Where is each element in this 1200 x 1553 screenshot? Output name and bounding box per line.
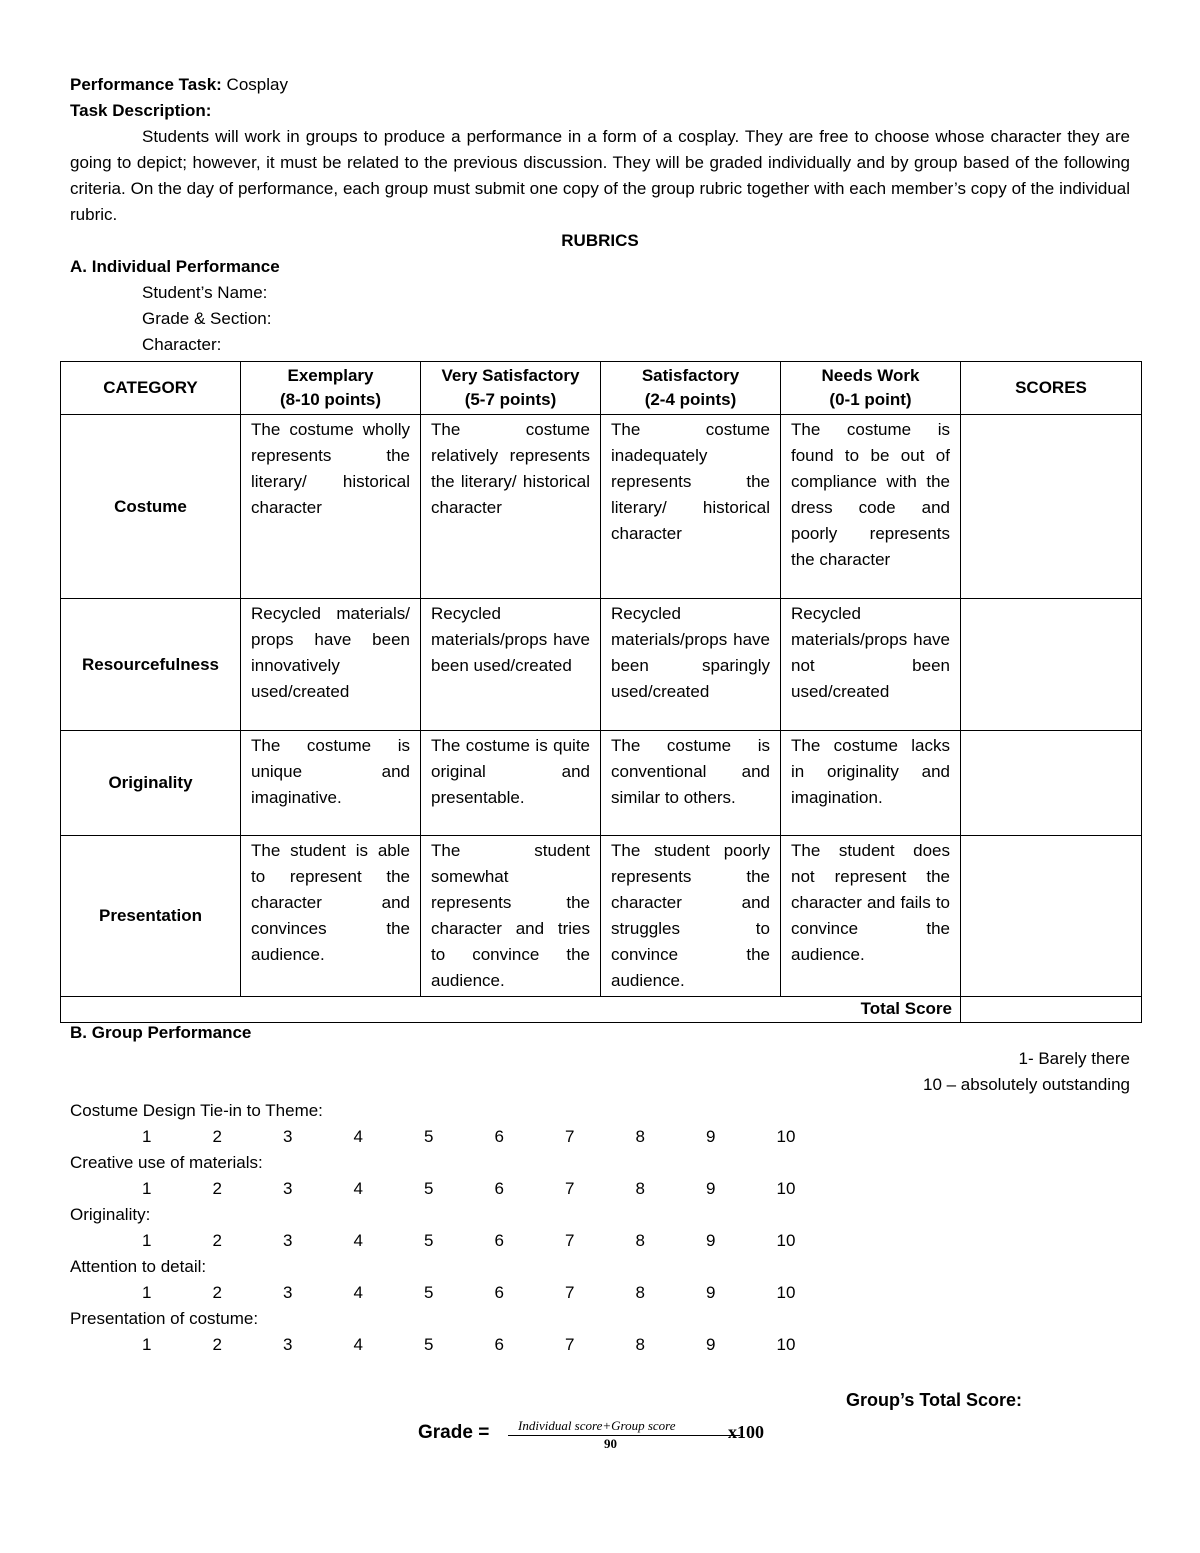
- scale-option[interactable]: 2: [212, 1231, 222, 1250]
- formula-denominator: 90: [604, 1436, 617, 1451]
- scale-option[interactable]: 10: [776, 1231, 796, 1250]
- scale-option[interactable]: 9: [706, 1283, 716, 1302]
- scale-option[interactable]: 4: [353, 1179, 363, 1198]
- scale-option[interactable]: 5: [424, 1127, 434, 1146]
- scale-row-creative-materials[interactable]: [70, 1176, 1130, 1202]
- category-presentation: Presentation: [61, 836, 241, 997]
- scale-option[interactable]: 9: [706, 1179, 716, 1198]
- col-exemplary: Exemplary (8-10 points): [241, 362, 421, 415]
- task-value: Cosplay: [221, 75, 288, 94]
- task-label: Performance Task:: [70, 75, 222, 94]
- table-row-resourcefulness: [61, 599, 1142, 731]
- scale-option[interactable]: 4: [353, 1231, 363, 1250]
- scale-option[interactable]: 7: [565, 1179, 575, 1198]
- student-name-field: Student’s Name:: [142, 283, 268, 302]
- col-very-satisfactory: Very Satisfactory (5-7 points): [421, 362, 601, 415]
- total-score-value[interactable]: [961, 997, 1142, 1023]
- task-description-label: Task Description:: [70, 101, 212, 120]
- scale-option[interactable]: 2: [212, 1283, 222, 1302]
- cell-resourcefulness-very-satisfactory: Recycled materials/props have been used/created: [421, 599, 601, 731]
- header-section: [70, 72, 1130, 358]
- scale-option[interactable]: 5: [424, 1335, 434, 1354]
- task-title-line: [70, 72, 1130, 98]
- character-field: Character:: [142, 335, 222, 354]
- scale-option[interactable]: 5: [424, 1231, 434, 1250]
- scale-option[interactable]: 1: [142, 1179, 152, 1198]
- task-description: Students will work in groups to produce a performance in a form of a cosplay. They are free to choose whose character they are going to depict; however, it must be related to the previous discussion. They will be graded individually and by group based of the following criteria. On the day of performance, each group must submit one copy of the group rubric together with each member’s copy of the individual rubric.: [70, 127, 1130, 224]
- scale-option[interactable]: 7: [565, 1231, 575, 1250]
- group-heading: B. Group Performance: [70, 1023, 252, 1042]
- cell-costume-satisfactory: The costume inadequately represents the literary/ historical character: [601, 415, 781, 599]
- scale-option[interactable]: 4: [353, 1127, 363, 1146]
- criterion-costume-design: Costume Design Tie-in to Theme:: [70, 1101, 323, 1120]
- scale-option[interactable]: 6: [494, 1335, 504, 1354]
- scale-option[interactable]: 10: [776, 1283, 796, 1302]
- score-originality[interactable]: [961, 731, 1142, 836]
- scale-row-attention-detail[interactable]: [70, 1280, 1130, 1306]
- formula-multiplier: x100: [728, 1422, 764, 1442]
- scale-option[interactable]: 2: [212, 1335, 222, 1354]
- scale-option[interactable]: 3: [283, 1283, 293, 1302]
- col-needs-work: Needs Work (0-1 point): [781, 362, 961, 415]
- cell-presentation-very-satisfactory: The student somewhat represents the character and tries to convince the audience.: [421, 836, 601, 997]
- scale-option[interactable]: 3: [283, 1335, 293, 1354]
- scale-option[interactable]: 8: [635, 1127, 645, 1146]
- scale-option[interactable]: 1: [142, 1283, 152, 1302]
- scale-option[interactable]: 9: [706, 1231, 716, 1250]
- scale-option[interactable]: 6: [494, 1127, 504, 1146]
- scale-option[interactable]: 5: [424, 1283, 434, 1302]
- scale-low-label: 1- Barely there: [1018, 1049, 1130, 1068]
- score-costume[interactable]: [961, 415, 1142, 599]
- group-section: [70, 1020, 1130, 1358]
- cell-originality-needs-work: The costume lacks in originality and imagination.: [781, 731, 961, 836]
- grade-section-field: Grade & Section:: [142, 309, 272, 328]
- scale-row-presentation[interactable]: [70, 1332, 1130, 1358]
- table-row-presentation: [61, 836, 1142, 997]
- col-category: CATEGORY: [61, 362, 241, 415]
- rubrics-title: RUBRICS: [561, 231, 639, 250]
- score-presentation[interactable]: [961, 836, 1142, 997]
- cell-costume-very-satisfactory: The costume relatively represents the literary/ historical character: [421, 415, 601, 599]
- total-score-label: Total Score: [61, 997, 961, 1023]
- category-costume: Costume: [61, 415, 241, 599]
- cell-resourcefulness-satisfactory: Recycled materials/props have been sparingly used/created: [601, 599, 781, 731]
- fraction-bar: [508, 1435, 740, 1436]
- scale-option[interactable]: 7: [565, 1283, 575, 1302]
- scale-option[interactable]: 10: [776, 1179, 796, 1198]
- scale-option[interactable]: 8: [635, 1231, 645, 1250]
- rubric-header-row: [61, 362, 1142, 415]
- table-row-costume: [61, 415, 1142, 599]
- table-row-originality: [61, 731, 1142, 836]
- scale-option[interactable]: 6: [494, 1179, 504, 1198]
- scale-option[interactable]: 3: [283, 1231, 293, 1250]
- scale-option[interactable]: 10: [776, 1127, 796, 1146]
- cell-resourcefulness-exemplary: Recycled materials/ props have been innovatively used/created: [241, 599, 421, 731]
- scale-option[interactable]: 1: [142, 1127, 152, 1146]
- scale-row-originality[interactable]: [70, 1228, 1130, 1254]
- criterion-originality: Originality:: [70, 1205, 151, 1224]
- scale-option[interactable]: 9: [706, 1127, 716, 1146]
- scale-option[interactable]: 10: [776, 1335, 796, 1354]
- cell-originality-very-satisfactory: The costume is quite original and presentable.: [421, 731, 601, 836]
- criterion-presentation: Presentation of costume:: [70, 1309, 259, 1328]
- scale-option[interactable]: 8: [635, 1335, 645, 1354]
- scale-high-label: 10 – absolutely outstanding: [923, 1075, 1130, 1094]
- group-total-score-label: Group’s Total Score:: [846, 1390, 1023, 1410]
- scale-option[interactable]: 2: [212, 1127, 222, 1146]
- cell-resourcefulness-needs-work: Recycled materials/props have not been used/created: [781, 599, 961, 731]
- scale-option[interactable]: 1: [142, 1231, 152, 1250]
- grade-label: Grade =: [418, 1422, 490, 1443]
- scale-option[interactable]: 9: [706, 1335, 716, 1354]
- scale-option[interactable]: 2: [212, 1179, 222, 1198]
- scale-option[interactable]: 6: [494, 1283, 504, 1302]
- col-satisfactory: Satisfactory (2-4 points): [601, 362, 781, 415]
- scale-option[interactable]: 6: [494, 1231, 504, 1250]
- total-score-row: [61, 997, 1142, 1023]
- individual-heading: A. Individual Performance: [70, 257, 280, 276]
- scale-option[interactable]: 8: [635, 1179, 645, 1198]
- cell-costume-needs-work: The costume is found to be out of compliance with the dress code and poorly represents the character: [781, 415, 961, 599]
- scale-option[interactable]: 8: [635, 1283, 645, 1302]
- criterion-creative-materials: Creative use of materials:: [70, 1153, 263, 1172]
- category-resourcefulness: Resourcefulness: [61, 599, 241, 731]
- scale-option[interactable]: 3: [283, 1179, 293, 1198]
- scale-option[interactable]: 3: [283, 1127, 293, 1146]
- col-scores: SCORES: [961, 362, 1142, 415]
- scale-option[interactable]: 1: [142, 1335, 152, 1354]
- cell-originality-exemplary: The costume is unique and imaginative.: [241, 731, 421, 836]
- formula-numerator: Individual score+Group score: [518, 1418, 676, 1433]
- cell-costume-exemplary: The costume wholly represents the literary/ historical character: [241, 415, 421, 599]
- individual-rubric-table: [60, 361, 1142, 1023]
- scale-row-costume-design[interactable]: [70, 1124, 1130, 1150]
- cell-presentation-exemplary: The student is able to represent the character and convinces the audience.: [241, 836, 421, 997]
- cell-presentation-needs-work: The student does not represent the character and fails to convince the audience.: [781, 836, 961, 997]
- cell-presentation-satisfactory: The student poorly represents the character and struggles to convince the audience.: [601, 836, 781, 997]
- scale-option[interactable]: 4: [353, 1283, 363, 1302]
- cell-originality-satisfactory: The costume is conventional and similar to others.: [601, 731, 781, 836]
- category-originality: Originality: [61, 731, 241, 836]
- score-resourcefulness[interactable]: [961, 599, 1142, 731]
- criterion-attention-detail: Attention to detail:: [70, 1257, 207, 1276]
- scale-option[interactable]: 7: [565, 1127, 575, 1146]
- scale-option[interactable]: 4: [353, 1335, 363, 1354]
- scale-option[interactable]: 7: [565, 1335, 575, 1354]
- scale-option[interactable]: 5: [424, 1179, 434, 1198]
